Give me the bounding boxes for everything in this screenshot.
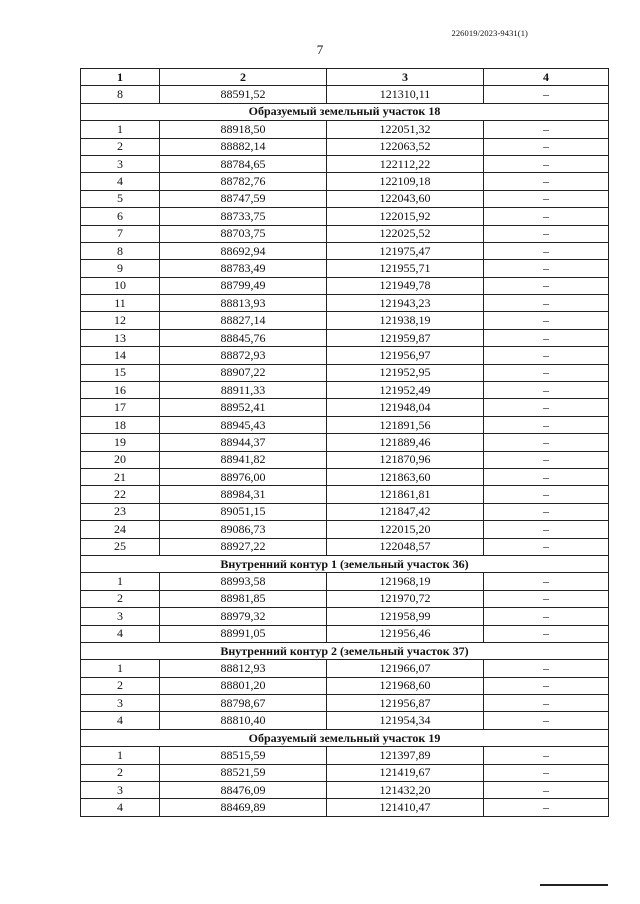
y-coordinate: 121943,23 bbox=[327, 295, 484, 312]
point-number: 8 bbox=[81, 86, 160, 103]
x-coordinate: 88810,40 bbox=[160, 712, 327, 729]
point-number: 4 bbox=[81, 173, 160, 190]
note-cell: – bbox=[484, 712, 609, 729]
x-coordinate: 88993,58 bbox=[160, 573, 327, 590]
y-coordinate: 122109,18 bbox=[327, 173, 484, 190]
note-cell: – bbox=[484, 521, 609, 538]
table-row bbox=[81, 416, 609, 433]
point-number: 13 bbox=[81, 329, 160, 346]
point-number: 3 bbox=[81, 782, 160, 799]
point-number: 14 bbox=[81, 347, 160, 364]
table-row bbox=[81, 521, 609, 538]
table-row bbox=[81, 312, 609, 329]
column-header: 3 bbox=[327, 69, 484, 86]
note-cell: – bbox=[484, 155, 609, 172]
point-number: 2 bbox=[81, 138, 160, 155]
table-row bbox=[81, 625, 609, 642]
note-cell: – bbox=[484, 590, 609, 607]
note-cell: – bbox=[484, 399, 609, 416]
x-coordinate: 88799,49 bbox=[160, 277, 327, 294]
table-row bbox=[81, 660, 609, 677]
note-cell: – bbox=[484, 782, 609, 799]
x-coordinate: 88515,59 bbox=[160, 747, 327, 764]
table-row bbox=[81, 486, 609, 503]
note-cell: – bbox=[484, 416, 609, 433]
table-row bbox=[81, 382, 609, 399]
y-coordinate: 121956,87 bbox=[327, 695, 484, 712]
table-row bbox=[81, 695, 609, 712]
table-row bbox=[81, 260, 609, 277]
x-coordinate: 88469,89 bbox=[160, 799, 327, 816]
x-coordinate: 88944,37 bbox=[160, 434, 327, 451]
note-cell: – bbox=[484, 799, 609, 816]
x-coordinate: 88733,75 bbox=[160, 208, 327, 225]
note-cell: – bbox=[484, 486, 609, 503]
y-coordinate: 121966,07 bbox=[327, 660, 484, 677]
x-coordinate: 88984,31 bbox=[160, 486, 327, 503]
x-coordinate: 88827,14 bbox=[160, 312, 327, 329]
note-cell: – bbox=[484, 625, 609, 642]
point-number: 21 bbox=[81, 468, 160, 485]
x-coordinate: 88976,00 bbox=[160, 468, 327, 485]
point-number: 2 bbox=[81, 677, 160, 694]
x-coordinate: 88945,43 bbox=[160, 416, 327, 433]
point-number: 7 bbox=[81, 225, 160, 242]
y-coordinate: 121952,49 bbox=[327, 382, 484, 399]
section-row bbox=[81, 729, 609, 746]
point-number: 1 bbox=[81, 660, 160, 677]
point-number: 15 bbox=[81, 364, 160, 381]
note-cell: – bbox=[484, 764, 609, 781]
y-coordinate: 121954,34 bbox=[327, 712, 484, 729]
y-coordinate: 122051,32 bbox=[327, 121, 484, 138]
x-coordinate: 88783,49 bbox=[160, 260, 327, 277]
x-coordinate: 88911,33 bbox=[160, 382, 327, 399]
y-coordinate: 121861,81 bbox=[327, 486, 484, 503]
x-coordinate: 88907,22 bbox=[160, 364, 327, 381]
note-cell: – bbox=[484, 660, 609, 677]
note-cell: – bbox=[484, 295, 609, 312]
point-number: 10 bbox=[81, 277, 160, 294]
table-row bbox=[81, 538, 609, 555]
x-coordinate: 88927,22 bbox=[160, 538, 327, 555]
page-number: 7 bbox=[316, 42, 324, 57]
x-coordinate: 89086,73 bbox=[160, 521, 327, 538]
y-coordinate: 122015,92 bbox=[327, 208, 484, 225]
y-coordinate: 122048,57 bbox=[327, 538, 484, 555]
column-header: 4 bbox=[484, 69, 609, 86]
point-number: 1 bbox=[81, 747, 160, 764]
table-row bbox=[81, 747, 609, 764]
table-row bbox=[81, 764, 609, 781]
note-cell: – bbox=[484, 503, 609, 520]
y-coordinate: 122043,60 bbox=[327, 190, 484, 207]
table-row bbox=[81, 799, 609, 816]
y-coordinate: 121970,72 bbox=[327, 590, 484, 607]
y-coordinate: 122112,22 bbox=[327, 155, 484, 172]
section-row bbox=[81, 103, 609, 120]
note-cell: – bbox=[484, 312, 609, 329]
point-number: 5 bbox=[81, 190, 160, 207]
section-title: Образуемый земельный участок 19 bbox=[81, 729, 609, 746]
x-coordinate: 88747,59 bbox=[160, 190, 327, 207]
note-cell: – bbox=[484, 329, 609, 346]
table-row bbox=[81, 225, 609, 242]
note-cell: – bbox=[484, 382, 609, 399]
x-coordinate: 88941,82 bbox=[160, 451, 327, 468]
x-coordinate: 88813,93 bbox=[160, 295, 327, 312]
table-row bbox=[81, 138, 609, 155]
y-coordinate: 121310,11 bbox=[327, 86, 484, 103]
x-coordinate: 88845,76 bbox=[160, 329, 327, 346]
table-row bbox=[81, 434, 609, 451]
table-row bbox=[81, 295, 609, 312]
table-row bbox=[81, 399, 609, 416]
x-coordinate: 88981,85 bbox=[160, 590, 327, 607]
point-number: 9 bbox=[81, 260, 160, 277]
point-number: 23 bbox=[81, 503, 160, 520]
note-cell: – bbox=[484, 173, 609, 190]
column-header: 2 bbox=[160, 69, 327, 86]
x-coordinate: 88882,14 bbox=[160, 138, 327, 155]
note-cell: – bbox=[484, 747, 609, 764]
point-number: 19 bbox=[81, 434, 160, 451]
footer-rule bbox=[540, 884, 608, 886]
note-cell: – bbox=[484, 260, 609, 277]
point-number: 16 bbox=[81, 382, 160, 399]
x-coordinate: 88872,93 bbox=[160, 347, 327, 364]
x-coordinate: 88952,41 bbox=[160, 399, 327, 416]
y-coordinate: 121968,60 bbox=[327, 677, 484, 694]
y-coordinate: 121863,60 bbox=[327, 468, 484, 485]
table-row bbox=[81, 190, 609, 207]
point-number: 24 bbox=[81, 521, 160, 538]
point-number: 20 bbox=[81, 451, 160, 468]
point-number: 17 bbox=[81, 399, 160, 416]
y-coordinate: 121956,97 bbox=[327, 347, 484, 364]
note-cell: – bbox=[484, 242, 609, 259]
x-coordinate: 88784,65 bbox=[160, 155, 327, 172]
y-coordinate: 121948,04 bbox=[327, 399, 484, 416]
table-row bbox=[81, 347, 609, 364]
table-row bbox=[81, 173, 609, 190]
y-coordinate: 121968,19 bbox=[327, 573, 484, 590]
note-cell: – bbox=[484, 677, 609, 694]
x-coordinate: 88703,75 bbox=[160, 225, 327, 242]
note-cell: – bbox=[484, 573, 609, 590]
point-number: 4 bbox=[81, 799, 160, 816]
note-cell: – bbox=[484, 695, 609, 712]
y-coordinate: 121958,99 bbox=[327, 608, 484, 625]
point-number: 1 bbox=[81, 121, 160, 138]
point-number: 1 bbox=[81, 573, 160, 590]
table-body bbox=[81, 86, 609, 816]
point-number: 12 bbox=[81, 312, 160, 329]
table-row bbox=[81, 712, 609, 729]
y-coordinate: 121956,46 bbox=[327, 625, 484, 642]
section-row bbox=[81, 555, 609, 572]
document-id: 226019/2023-9431(1) bbox=[451, 28, 528, 38]
table-row bbox=[81, 608, 609, 625]
section-title: Внутренний контур 2 (земельный участок 37) bbox=[81, 642, 609, 659]
note-cell: – bbox=[484, 138, 609, 155]
y-coordinate: 121949,78 bbox=[327, 277, 484, 294]
note-cell: – bbox=[484, 538, 609, 555]
point-number: 3 bbox=[81, 608, 160, 625]
table-row bbox=[81, 451, 609, 468]
y-coordinate: 121959,87 bbox=[327, 329, 484, 346]
x-coordinate: 88979,32 bbox=[160, 608, 327, 625]
x-coordinate: 88476,09 bbox=[160, 782, 327, 799]
note-cell: – bbox=[484, 468, 609, 485]
note-cell: – bbox=[484, 86, 609, 103]
point-number: 2 bbox=[81, 590, 160, 607]
x-coordinate: 89051,15 bbox=[160, 503, 327, 520]
y-coordinate: 122015,20 bbox=[327, 521, 484, 538]
point-number: 11 bbox=[81, 295, 160, 312]
section-title: Образуемый земельный участок 18 bbox=[81, 103, 609, 120]
y-coordinate: 121419,67 bbox=[327, 764, 484, 781]
point-number: 2 bbox=[81, 764, 160, 781]
point-number: 3 bbox=[81, 155, 160, 172]
y-coordinate: 121870,96 bbox=[327, 451, 484, 468]
table-row bbox=[81, 277, 609, 294]
y-coordinate: 122025,52 bbox=[327, 225, 484, 242]
table-row bbox=[81, 208, 609, 225]
table-row bbox=[81, 503, 609, 520]
note-cell: – bbox=[484, 434, 609, 451]
y-coordinate: 122063,52 bbox=[327, 138, 484, 155]
table-row bbox=[81, 364, 609, 381]
point-number: 22 bbox=[81, 486, 160, 503]
table-row bbox=[81, 782, 609, 799]
table-row bbox=[81, 121, 609, 138]
coordinates-table bbox=[80, 68, 609, 817]
y-coordinate: 121432,20 bbox=[327, 782, 484, 799]
note-cell: – bbox=[484, 208, 609, 225]
section-row bbox=[81, 642, 609, 659]
point-number: 3 bbox=[81, 695, 160, 712]
y-coordinate: 121397,89 bbox=[327, 747, 484, 764]
note-cell: – bbox=[484, 347, 609, 364]
note-cell: – bbox=[484, 451, 609, 468]
point-number: 4 bbox=[81, 712, 160, 729]
x-coordinate: 88801,20 bbox=[160, 677, 327, 694]
y-coordinate: 121410,47 bbox=[327, 799, 484, 816]
point-number: 25 bbox=[81, 538, 160, 555]
x-coordinate: 88918,50 bbox=[160, 121, 327, 138]
note-cell: – bbox=[484, 277, 609, 294]
x-coordinate: 88591,52 bbox=[160, 86, 327, 103]
x-coordinate: 88521,59 bbox=[160, 764, 327, 781]
table-row bbox=[81, 329, 609, 346]
y-coordinate: 121952,95 bbox=[327, 364, 484, 381]
y-coordinate: 121938,19 bbox=[327, 312, 484, 329]
x-coordinate: 88991,05 bbox=[160, 625, 327, 642]
table-row bbox=[81, 590, 609, 607]
note-cell: – bbox=[484, 364, 609, 381]
x-coordinate: 88782,76 bbox=[160, 173, 327, 190]
header-row bbox=[81, 69, 609, 86]
section-title: Внутренний контур 1 (земельный участок 36) bbox=[81, 555, 609, 572]
point-number: 6 bbox=[81, 208, 160, 225]
point-number: 8 bbox=[81, 242, 160, 259]
note-cell: – bbox=[484, 608, 609, 625]
column-header: 1 bbox=[81, 69, 160, 86]
y-coordinate: 121975,47 bbox=[327, 242, 484, 259]
note-cell: – bbox=[484, 190, 609, 207]
table-row bbox=[81, 677, 609, 694]
y-coordinate: 121889,46 bbox=[327, 434, 484, 451]
y-coordinate: 121955,71 bbox=[327, 260, 484, 277]
x-coordinate: 88798,67 bbox=[160, 695, 327, 712]
x-coordinate: 88812,93 bbox=[160, 660, 327, 677]
table-row bbox=[81, 86, 609, 103]
x-coordinate: 88692,94 bbox=[160, 242, 327, 259]
table-row bbox=[81, 155, 609, 172]
point-number: 18 bbox=[81, 416, 160, 433]
table-row bbox=[81, 573, 609, 590]
note-cell: – bbox=[484, 121, 609, 138]
y-coordinate: 121891,56 bbox=[327, 416, 484, 433]
note-cell: – bbox=[484, 225, 609, 242]
point-number: 4 bbox=[81, 625, 160, 642]
table-row bbox=[81, 468, 609, 485]
y-coordinate: 121847,42 bbox=[327, 503, 484, 520]
table-row bbox=[81, 242, 609, 259]
